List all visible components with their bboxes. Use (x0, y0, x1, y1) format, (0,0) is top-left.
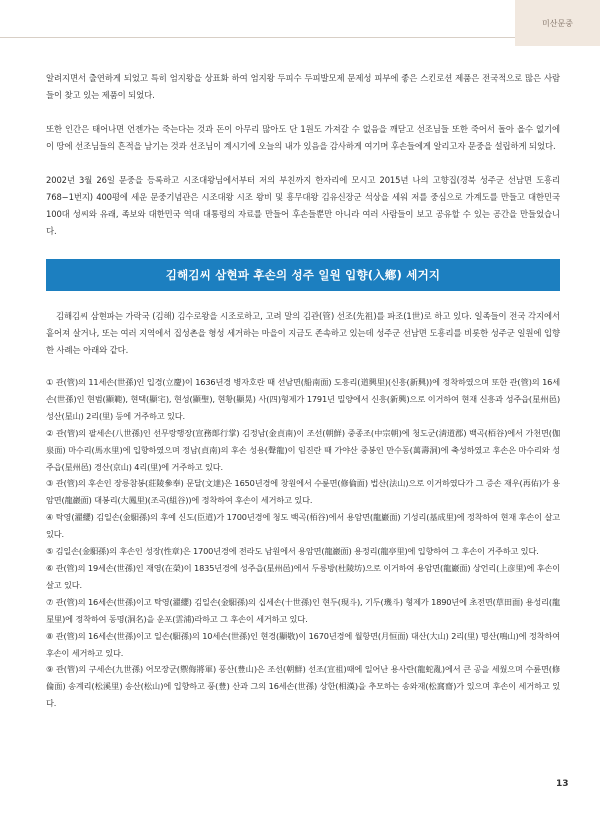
list-item: ⑥ 관(管)의 19세손(世孫)인 재영(在榮)이 1835년경에 성주읍(星州邑)에서 두릉방(杜陵坊)으로 이거하여 용암면(龍巖面) 상언리(上彦里)에 후손이 살고 있다. (46, 562, 560, 590)
page-body (46, 70, 560, 712)
header-rule (0, 37, 515, 38)
page-number: 13 (556, 779, 569, 789)
paragraph: 알려지면서 출연하게 되었고 특히 엄지왕을 상표화 하여 엄지왕 두피수 두피발모제 문제성 피부에 좋은 스킨로션 제품은 전국적으로 많은 사람들이 찾고 있는 제품이 되었다. (46, 73, 560, 100)
list-item: ① 관(管)의 11세손(世孫)인 입경(立慶)이 1636년경 병자호란 때 선남면(船南面) 도흥리(道興里)(신흥(新興))에 정착하였으며 또한 관(管)의 16세손(世孫)인 현범(顯範), 현택(顯宅), 현성(顯聖), 현황(顯晃) 사(四)형제가 1791년 밀양에서 신흥(新興)으로 이거하여 현재 신흥과 성주읍(星州邑) 성산(星山) 2리(里) 등에 거주하고 있다. (46, 377, 560, 421)
paragraph: 또한 인간은 태어나면 언젠가는 죽는다는 것과 돈이 아무리 많아도 단 1원도 가져갈 수 없음을 깨닫고 선조님들 또한 죽어서 돌아 올수 없기에 이 땅에 선조님들의 흔적을 남기는 것과 선조님이 계시기에 오늘의 내가 있음을 감사하게 여기며 후손들에게 알리고자 문중을 설립하게 되었다. (46, 124, 560, 151)
section-title: 김해김씨 삼현파 후손의 성주 일원 입향(入鄕) 세거지 (165, 268, 441, 282)
intro-paragraph: 김해김씨 삼현파는 가락국 (김해) 김수로왕을 시조로하고, 고려 말의 김관(管) 선조(先祖)를 파조(1世)로 하고 있다. 일족들이 전국 각지에서 흩어져 살거나, 또는 여러 지역에서 집성촌을 형성 세거하는 마을이 지금도 존속하고 있는데 성주군 선남면 도흥리를 비롯한 성주군 일원에 입향한 사례는 아래와 같다. (46, 311, 560, 355)
list-item: ④ 탁영(濯纓) 김일손(金馹孫)의 후예 신도(臣道)가 1700년경에 청도 백곡(栢谷)에서 용암면(龍巖面) 기성리(基成里)에 정착하여 현재 후손이 살고 있다. (46, 512, 560, 540)
list-item: ⑧ 관(管)의 16세손(世孫)이고 일손(馹孫)의 10세손(世孫)인 현경(顯敬)이 1670년경에 월항면(月恒面) 대산(大山) 2리(里) 명산(鳴山)에 정착하여 후손이 세거하고 있다. (46, 630, 560, 658)
list-item: ⑨ 관(管)의 구세손(九世孫) 어모장군(禦侮將軍) 풍산(豊山)은 조선(朝鮮) 선조(宣祖)때에 일어난 용사란(龍蛇亂)에서 큰 공을 세웠으며 수륜면(修倫面) 송계리(松溪里) 송산(松山)에 입향하고 풍(豊) 산과 그의 16세손(世孫) 상한(相漢)을 추모하는 송와재(松窩齋)가 있으며 후손이 세거하고 있다. (46, 664, 560, 709)
list-item: ③ 관(管)의 후손인 장릉참봉(莊陵參奉) 문달(文達)은 1650년경에 창원에서 수륜면(修倫面) 법산(法山)으로 이거하였다가 그 증손 재우(再佑)가 용암면(龍巖面) 대봉리(大鳳里)(조곡(組谷))에 정착하여 후손이 세거하고 있다. (46, 478, 560, 506)
list-item: ⑤ 김일손(金馹孫)의 후손인 성장(性章)은 1700년경에 전라도 남원에서 용암면(龍巖面) 용정리(龍亭里)에 입향하여 그 후손이 거주하고 있다. (46, 546, 539, 557)
list-item: ② 관(管)의 팔세손(八世孫)인 선무랑행장(宣務郞行掌) 김정남(金貞南)이 조선(朝鮮) 중종조(中宗朝)에 청도군(淸道郡) 백곡(栢谷)에서 가천면(伽泉面) 마수리(馬水里)에 입향하였으며 정남(貞南)의 후손 성용(聲龍)이 임진란 때 가야산 중봉인 만수동(萬壽洞)에 축성하였고 후손은 마수리와 성주읍(星州邑) 경산(京山) 4리(里)에 거주하고 있다. (46, 427, 560, 472)
settlement-list (46, 374, 560, 712)
section-tab (515, 0, 600, 46)
section-tab-label: 미산문중 (542, 18, 573, 28)
list-item: ⑦ 관(管)의 16세손(世孫)이고 탁영(濯纓) 김일손(金馹孫)의 십세손(十世孫)인 현두(現斗), 기두(璣斗) 형제가 1890년에 초전면(草田面) 용성리(龍星里)에 정착하여 동명(洞名)을 운포(雲浦)라하고 그 후손이 세거하고 있다. (46, 596, 560, 624)
paragraph: 2002년 3월 26일 문중을 등록하고 시조대왕님에서부터 저의 부친까지 한자리에 모시고 2015년 나의 고향집(경북 성주군 선남면 도흥리 768−1번지) 400평에 세운 문중기념관은 시조대왕 시조 왕비 및 흥무대왕 김유신장군 석상을 세워 저를 중심으로 가계도를 만들고 대한민국 100대 성씨와 유래, 족보와 대한민국 역대 대통령의 자료를 만들어 후손들뿐만 아니라 여러 사람들이 보고 공유할 수 있는 공간을 만들었습니다. (46, 175, 560, 236)
section-title-banner (46, 259, 560, 291)
